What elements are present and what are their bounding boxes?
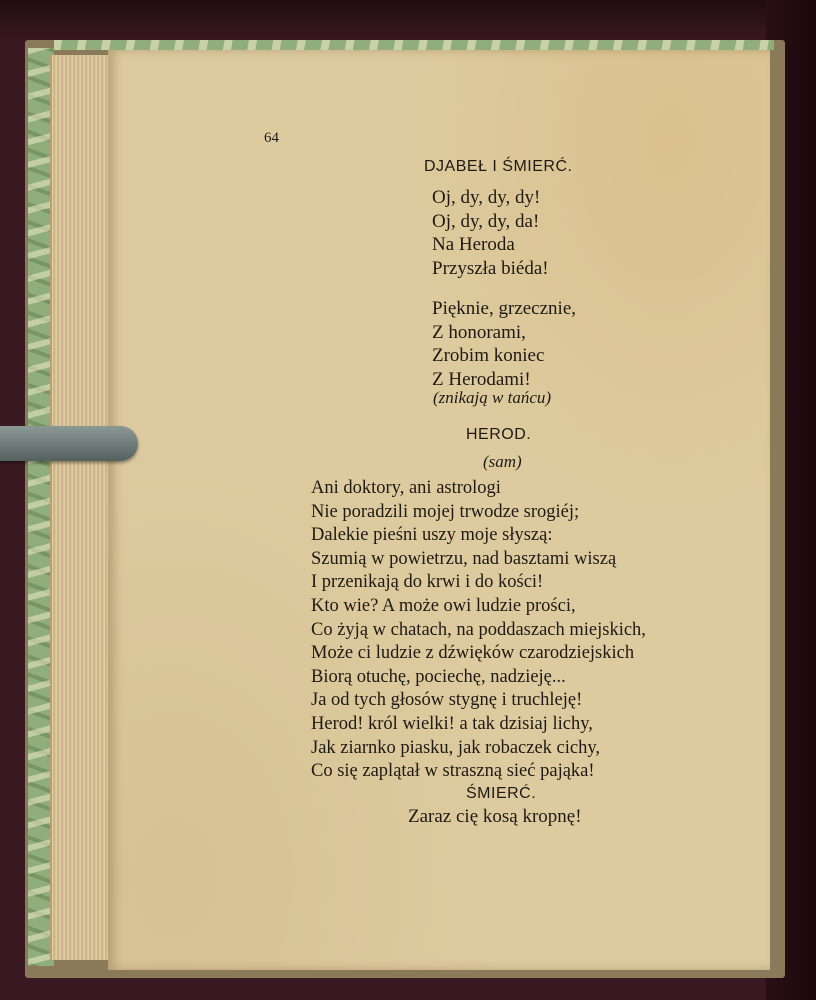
verse-line: Co żyją w chatach, na poddaszach miejskich, [311, 619, 646, 640]
verse-line: Ja od tych głosów stygnę i truchleję! [311, 690, 583, 711]
verse-line: Co się zaplątał w straszną sieć pająka! [311, 761, 595, 782]
verse-line: Z Herodami! [432, 368, 531, 390]
marbled-edge-top [54, 40, 774, 50]
verse-line: Nie poradzili mojej trwodze srogiéj; [311, 501, 580, 522]
verse-line: Herod! król wielki! a tak dzisiaj lichy, [311, 713, 593, 734]
verse-line: Na Heroda [432, 234, 515, 255]
verse-line: Zaraz cię kosą kropnę! [408, 806, 582, 827]
heading-djabel-smierc: DJABEŁ I ŚMIERĆ. [424, 158, 573, 175]
stage-direction: (znikają w tańcu) [433, 388, 552, 407]
verse-line: Ani doktory, ani astrologi [311, 478, 501, 498]
verse-line: Oj, dy, dy, da! [432, 210, 540, 232]
stanza-1 [432, 186, 549, 280]
verse-line: Przyszła biéda! [432, 257, 549, 279]
verse-line: Zrobim koniec [432, 345, 545, 366]
page-number: 64 [264, 130, 279, 146]
heading-smierc: ŚMIERĆ. [466, 785, 537, 802]
verse-line: Szumią w powietrzu, nad basztami wiszą [311, 548, 617, 569]
heading-herod: HEROD. [466, 426, 532, 443]
bookmark-ribbon [0, 426, 138, 461]
verse-line: Z honorami, [432, 321, 526, 343]
verse-line: I przenikają do krwi i do kości! [311, 572, 544, 593]
verse-line: Może ci ludzie z dźwięków czarodziejskich [311, 643, 635, 664]
stage-direction: (sam) [483, 452, 522, 471]
verse-line: Biorą otuchę, pociechę, nadzieję... [311, 666, 566, 687]
herod-monologue [311, 477, 646, 784]
verse-line: Oj, dy, dy, dy! [432, 187, 541, 208]
verse-line: Kto wie? A może owi ludzie prości, [311, 595, 576, 616]
verse-line: Pięknie, grzecznie, [432, 298, 577, 319]
verse-line: Dalekie pieśni uszy moje słyszą: [311, 525, 553, 546]
verse-line: Jak ziarnko piasku, jak robaczek cichy, [311, 737, 601, 758]
stanza-2 [432, 297, 576, 391]
background-top [0, 0, 816, 42]
